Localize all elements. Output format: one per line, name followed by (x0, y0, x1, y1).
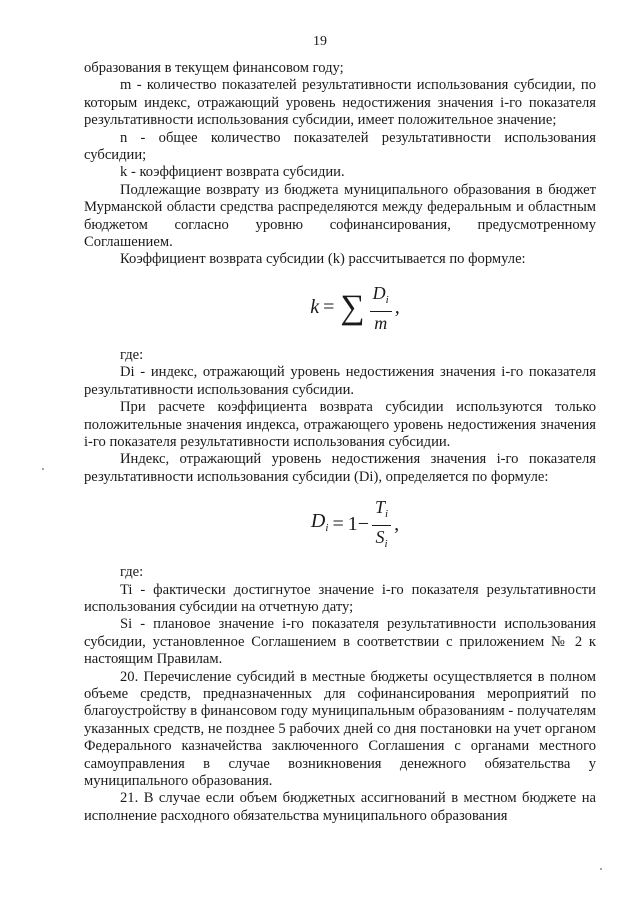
paragraph: Подлежащие возврату из бюджета муниципального образования в бюджет Мурманской области средства распределяются между федеральным и областным бюджетом согласно уровню софинансирования, предусмотренному Соглашением. (84, 181, 596, 251)
fraction-numerator: $T_i$ (372, 496, 391, 526)
formula-k-fraction (370, 282, 392, 334)
body-text (84, 60, 596, 825)
sum-symbol: ∑ (340, 289, 365, 327)
paragraph: где: (120, 564, 144, 581)
formula-k-lhs: k (310, 296, 320, 319)
paragraph: где: (120, 346, 144, 363)
formula-k-trail: , (394, 296, 400, 319)
formula-d-equals: = (332, 513, 344, 536)
page-number: 19 (313, 34, 327, 49)
formula-d-lhs: $D_i$ (310, 509, 329, 534)
scan-speck (600, 868, 602, 870)
scan-speck (42, 468, 44, 470)
paragraph: 21. В случае если объем бюджетных ассигнований в местном бюджете на исполнение расходного обязательства муниципального образования (84, 790, 596, 824)
fraction-denominator: $S_i$ (375, 526, 388, 550)
formula-d (114, 486, 596, 564)
paragraph: Di - индекс, отражающий уровень недостижения значения i-го показателя результативности использования субсидии. (84, 364, 596, 398)
paragraph: k - коэффициент возврата субсидии. (120, 164, 345, 181)
formula-d-one-minus: 1− (347, 513, 369, 536)
paragraph: m - количество показателей результативности использования субсидии, по которым индекс, отражающий уровень недостижения значения i-го показателя результативности использования субсидии, имеет положительное значение; (84, 77, 596, 129)
paragraph: Индекс, отражающий уровень недостижения значения i-го показателя результативности использования субсидии (Di), определяется по формуле: (84, 451, 596, 485)
fraction-numerator: $D_i$ (370, 282, 392, 312)
paragraph: При расчете коэффициента возврата субсидии используются только положительные значения индекса, отражающего уровень недостижения значения i-го показателя результативности использования субсидии. (84, 399, 596, 450)
formula-k (114, 269, 596, 347)
paragraph: Si - плановое значение i-го показателя результативности использования субсидии, установленное Соглашением в соответствии с приложением № 2 к настоящим Правилам. (84, 616, 596, 668)
paragraph: 20. Перечисление субсидий в местные бюджеты осуществляется в полном объеме средств, предназначенных для софинансирования мероприятий по благоустройству в финансовом году муниципальным образованиям - получателям указанных средств, не позднее 5 рабочих дней со дня постановки на учет органом Федерального казначейства заключенного Соглашения с органами местного самоуправления в случае возникновения денежного обязательства у муниципального образования. (84, 668, 596, 789)
fraction-denominator: m (374, 312, 388, 333)
paragraph: Ti - фактически достигнутое значение i-го показателя результативности использования субсидии на отчетную дату; (84, 581, 596, 615)
formula-k-equals: = (323, 296, 335, 319)
paragraph: образования в текущем финансовом году; (84, 60, 344, 76)
paragraph: n - общее количество показателей результативности использования субсидии; (84, 129, 596, 164)
paragraph: Коэффициент возврата субсидии (k) рассчитывается по формуле: (120, 251, 526, 268)
formula-d-trail: , (394, 513, 400, 536)
formula-d-fraction (372, 496, 391, 555)
